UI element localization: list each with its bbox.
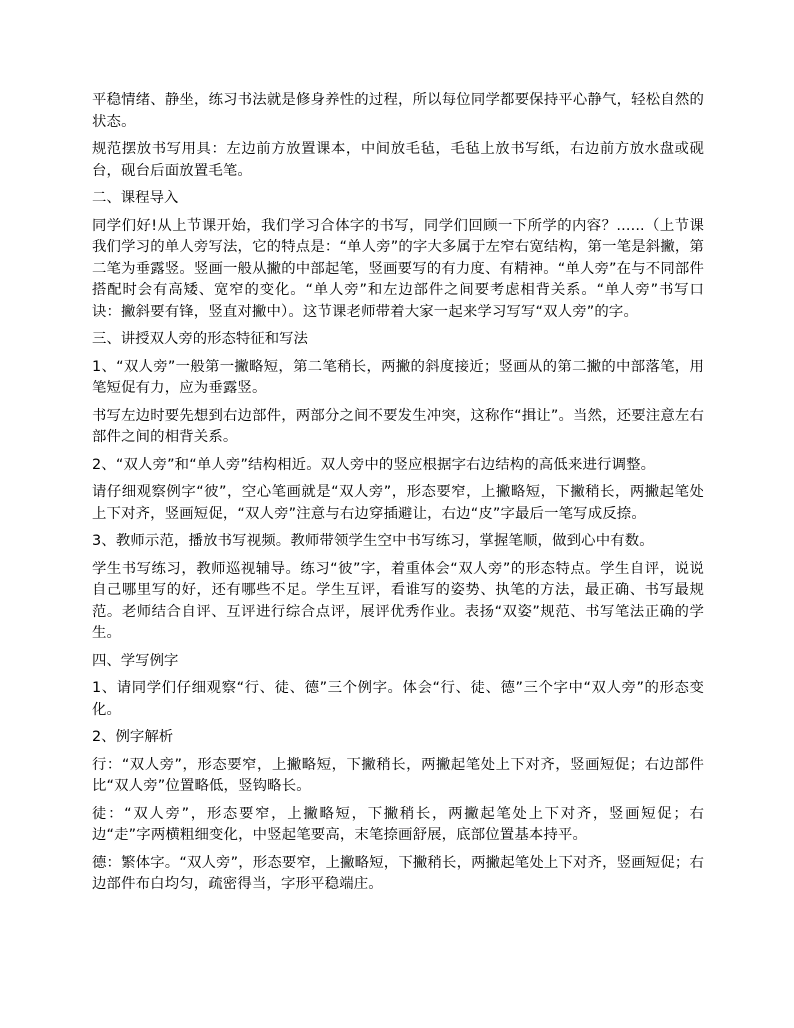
paragraph-tool-placement: 规范摆放书写用具：左边前方放置课本，中间放毛毡，毛毡上放书写纸，右边前方放水盘或砚台，砚台后面放置毛笔。 (92, 141, 704, 179)
section-heading-course-intro: 二、课程导入 (92, 190, 179, 206)
section-heading-example-characters: 四、学写例字 (92, 652, 179, 669)
paragraph-analysis-xing: 行：“双人旁”，形态要窄，上撇略短，下撇稍长，两撇起笔处上下对齐，竖画短促；右边部件比“双人旁”位置略低，竖钩略长。 (92, 756, 704, 794)
paragraph-analysis-de: 德：繁体字。“双人旁”，形态要窄，上撇略短，下撇稍长，两撇起笔处上下对齐，竖画短促；右边部件布白均匀，疏密得当，字形平稳端庄。 (92, 854, 704, 892)
paragraph-calm-posture: 平稳情绪、静坐，练习书法就是修身养性的过程，所以每位同学都要保持平心静气，轻松自然的状态。 (92, 92, 704, 130)
paragraph-analysis-tu: 徒：“双人旁”，形态要窄，上撇略短，下撇稍长，两撇起笔处上下对齐，竖画短促；右边“走”字两横粗细变化，中竖起笔要高，末笔捺画舒展，底部位置基本持平。 (92, 805, 704, 843)
paragraph-observe-examples: 1、请同学们仔细观察“行、徒、德”三个例字。体会“行、徒、德”三个字中“双人旁”的形态变化。 (92, 680, 704, 718)
paragraph-point-3: 3、教师示范，播放书写视频。教师带领学生空中书写练习，掌握笔顺，做到心中有数。 (92, 533, 654, 549)
subheading-example-analysis: 2、例字解析 (92, 729, 174, 745)
paragraph-example-bi: 请仔细观察例字“彼”，空心笔画就是“双人旁”，形态要窄，上撇略短，下撇稍长，两撇起笔处上下对齐，竖画短促，“双人旁”注意与右边穿插避让，右边“皮”字最后一笔写成反捺。 (92, 484, 704, 522)
section-heading-double-person-radical: 三、讲授双人旁的形态特征和写法 (92, 331, 308, 347)
paragraph-point-1: 1、“双人旁”一般第一撇略短，第二笔稍长，两撇的斜度接近；竖画从的第二撇的中部落笔，用笔短促有力，应为垂露竖。 (92, 358, 704, 396)
paragraph-student-practice: 学生书写练习，教师巡视辅导。练习“彼”字，着重体会“双人旁”的形态特点。学生自评，说说自己哪里写的好，还有哪些不足。学生互评，看谁写的姿势、执笔的方法，最正确、书写最规范。老师结合自评、互评进行综合点评，展评优秀作业。表扬“双姿”规范、书写笔法正确的学生。 (92, 560, 704, 641)
paragraph-review-single-person-radical: 同学们好!从上节课开始，我们学习合体字的书写，同学们回顾一下所学的内容？......（上节课我们学习的单人旁写法，它的特点是：“单人旁”的字大多属于左窄右宽结构，第一笔是斜撇，第二笔为垂露竖。竖画一般从撇的中部起笔，竖画要写的有力度、有精神。“单人旁”在与不同部件搭配时会有高矮、宽窄的变化。“单人旁”和左边部件之间要考虑相背关系。“单人旁”书写口诀：撇斜要有锋，竖直对撇中）。这节课老师带着大家一起来学习写写“双人旁”的字。 (92, 217, 704, 320)
paragraph-point-2: 2、“双人旁”和“单人旁”结构相近。双人旁中的竖应根据字右边结构的高低来进行调整。 (92, 456, 656, 473)
paragraph-yielding: 书写左边时要先想到右边部件，两部分之间不要发生冲突，这称作“揖让”。当然，还要注意左右部件之间的相背关系。 (92, 407, 704, 445)
document-body (92, 90, 704, 902)
